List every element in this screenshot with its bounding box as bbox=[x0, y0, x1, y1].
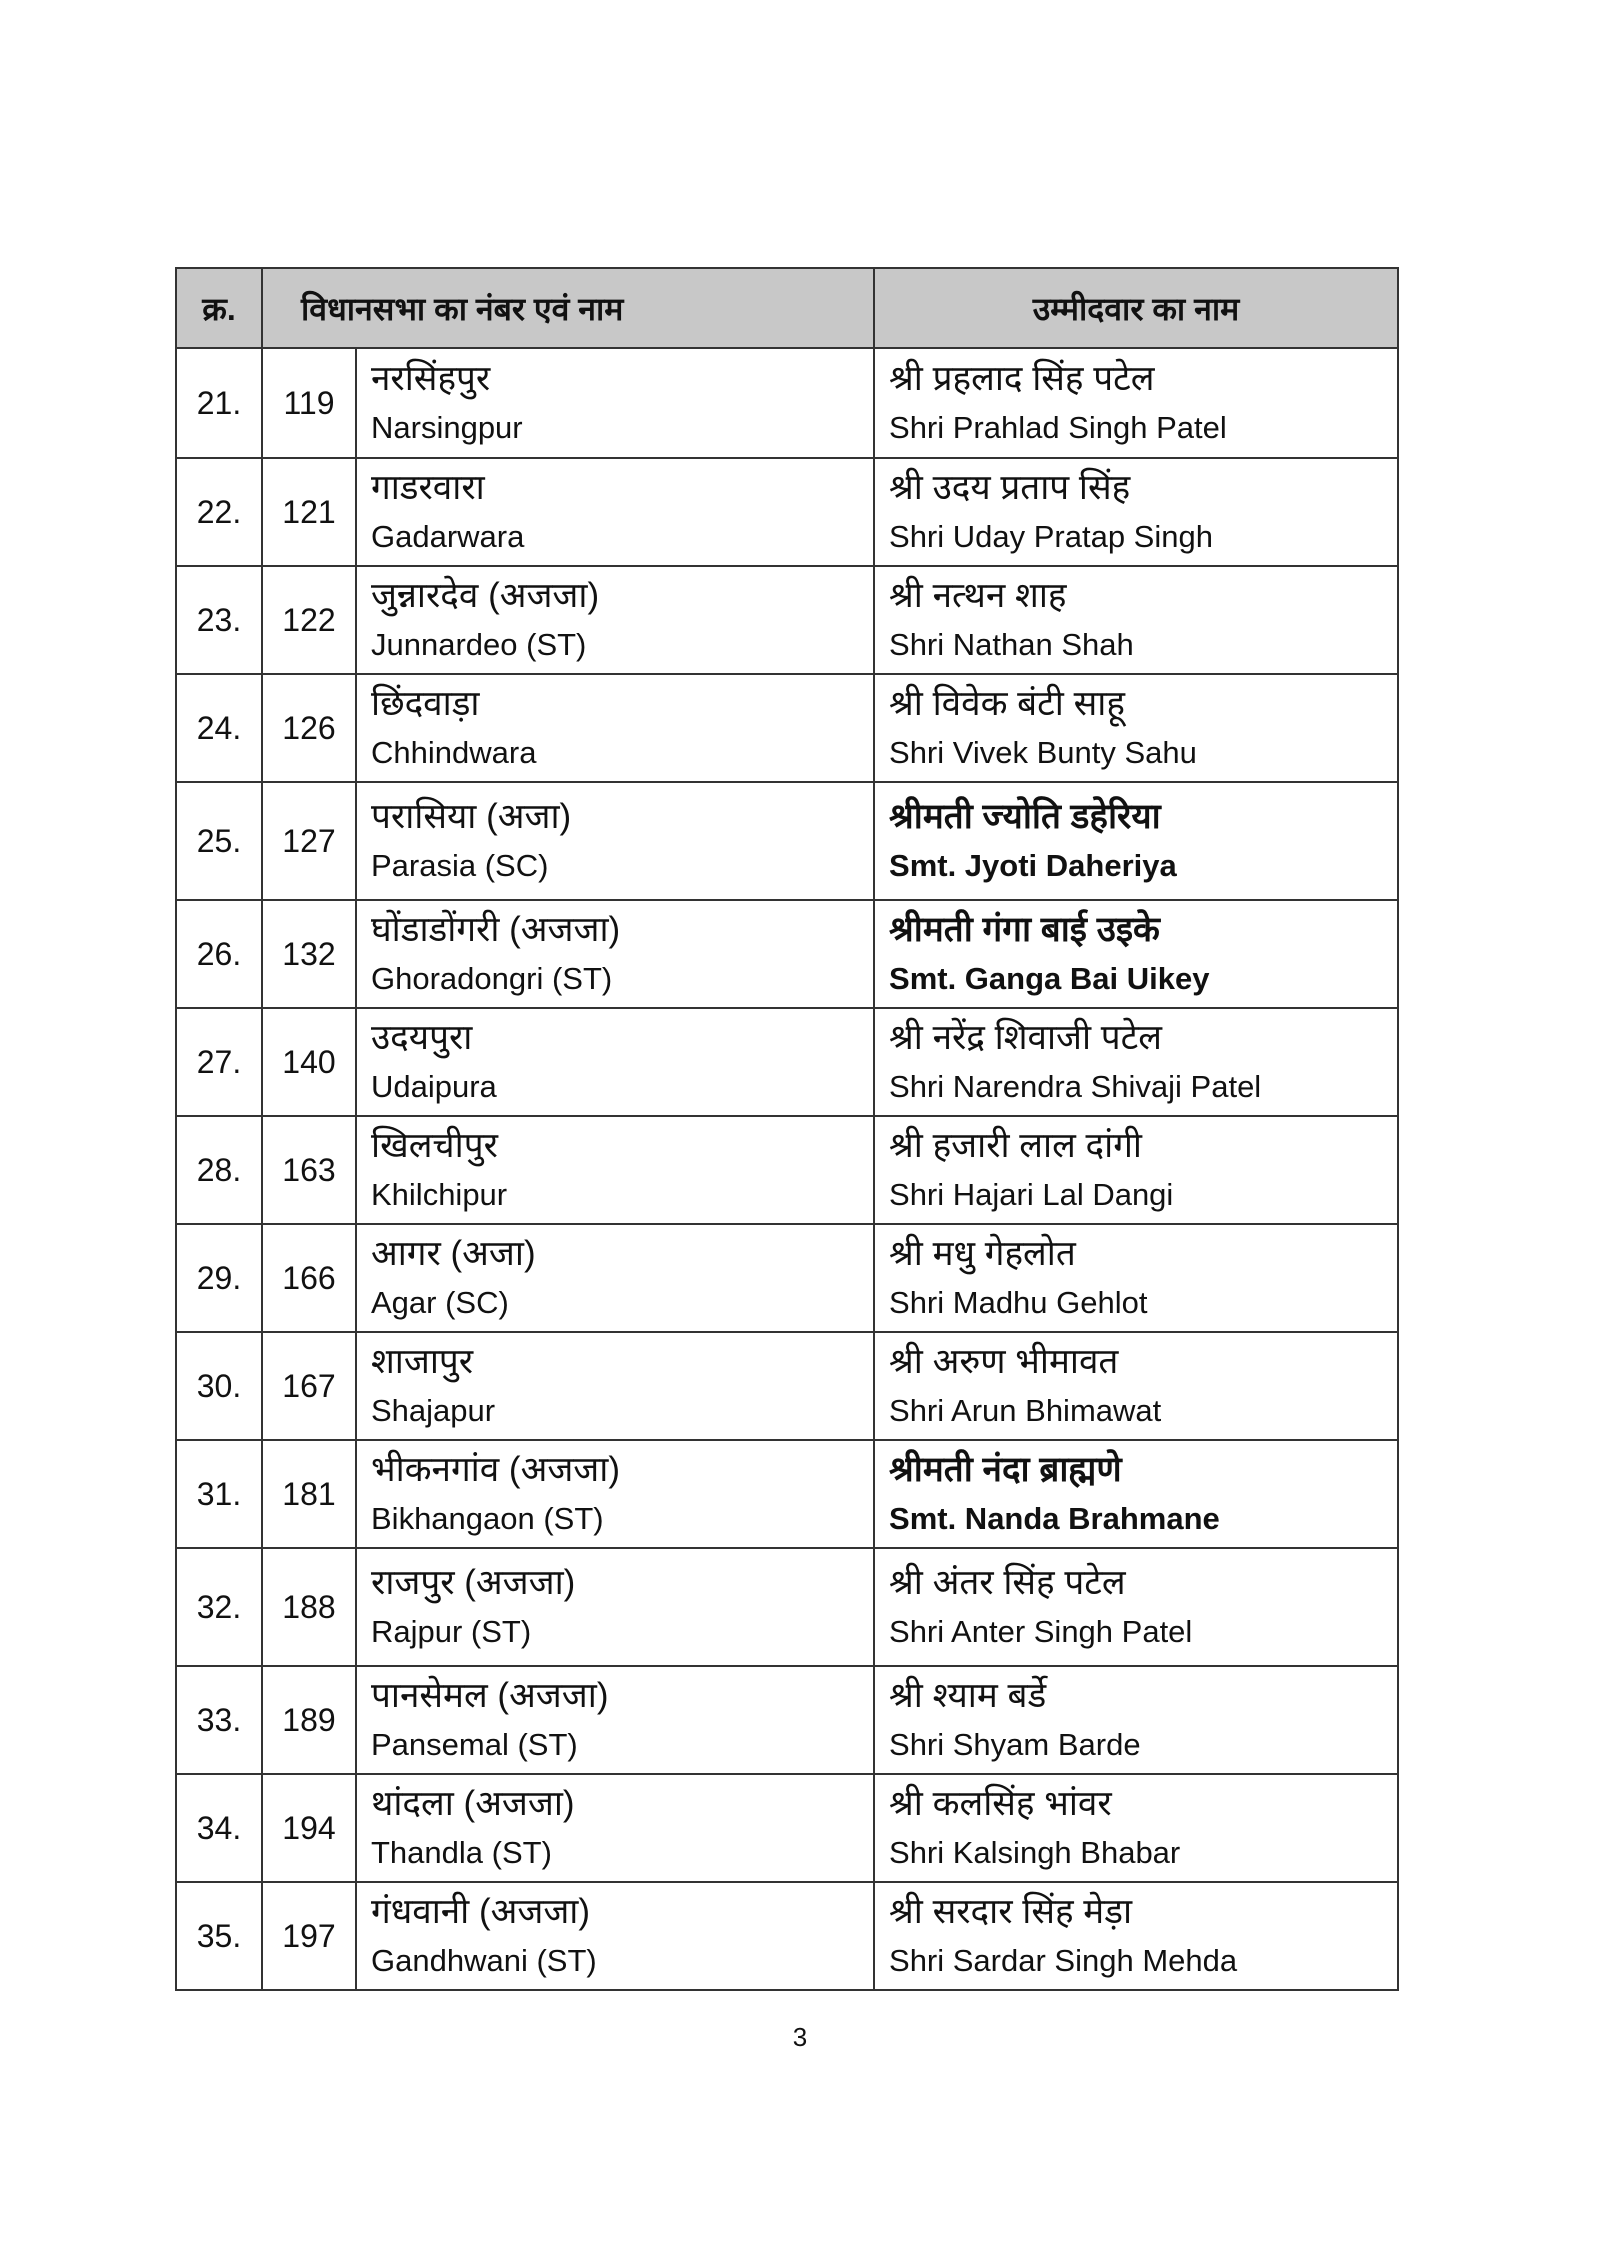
constituency-name-hindi: घोंडाडोंगरी (अजजा) bbox=[371, 910, 621, 949]
table-row bbox=[176, 1882, 1398, 1990]
table-header-row bbox=[176, 268, 1398, 348]
candidate-name-english: Smt. Ganga Bai Uikey bbox=[889, 961, 1210, 996]
candidate-name-english: Shri Nathan Shah bbox=[889, 627, 1134, 662]
constituency-name-cell bbox=[356, 1008, 874, 1116]
candidate-name-cell bbox=[874, 782, 1398, 900]
candidate-name-english: Shri Madhu Gehlot bbox=[889, 1285, 1148, 1320]
constituency-name-english: Thandla (ST) bbox=[371, 1835, 552, 1870]
candidate-name-english: Shri Shyam Barde bbox=[889, 1727, 1141, 1762]
candidate-name-cell bbox=[874, 1666, 1398, 1774]
candidate-name-cell bbox=[874, 1116, 1398, 1224]
constituency-name-cell bbox=[356, 1774, 874, 1882]
constituency-number-cell: 140 bbox=[262, 1008, 356, 1116]
constituency-name-cell bbox=[356, 348, 874, 458]
candidate-name-cell bbox=[874, 1774, 1398, 1882]
table-row bbox=[176, 1224, 1398, 1332]
candidate-name-english: Shri Uday Pratap Singh bbox=[889, 519, 1213, 554]
constituency-name-cell bbox=[356, 1548, 874, 1666]
constituency-name-cell bbox=[356, 674, 874, 782]
candidate-name-english: Shri Arun Bhimawat bbox=[889, 1393, 1162, 1428]
serial-cell: 34. bbox=[176, 1774, 262, 1882]
constituency-name-hindi: थांदला (अजजा) bbox=[371, 1784, 575, 1823]
serial-cell: 28. bbox=[176, 1116, 262, 1224]
serial-cell: 32. bbox=[176, 1548, 262, 1666]
candidate-name-cell bbox=[874, 1440, 1398, 1548]
candidate-name-cell bbox=[874, 348, 1398, 458]
table-row bbox=[176, 1440, 1398, 1548]
serial-cell: 29. bbox=[176, 1224, 262, 1332]
table-body bbox=[176, 348, 1398, 1990]
candidate-table bbox=[175, 267, 1399, 1991]
constituency-name-hindi: राजपुर (अजजा) bbox=[371, 1563, 576, 1602]
constituency-name-cell bbox=[356, 1116, 874, 1224]
constituency-name-english: Rajpur (ST) bbox=[371, 1614, 532, 1649]
constituency-name-hindi: खिलचीपुर bbox=[371, 1126, 498, 1165]
constituency-name-english: Ghoradongri (ST) bbox=[371, 961, 613, 996]
table-row bbox=[176, 1116, 1398, 1224]
constituency-name-hindi: गंधवानी (अजजा) bbox=[371, 1892, 591, 1931]
constituency-name-english: Parasia (SC) bbox=[371, 848, 549, 883]
candidate-name-english: Shri Hajari Lal Dangi bbox=[889, 1177, 1174, 1212]
candidate-name-english: Shri Sardar Singh Mehda bbox=[889, 1943, 1238, 1978]
candidate-name-cell bbox=[874, 1224, 1398, 1332]
candidate-name-hindi: श्री अंतर सिंह पटेल bbox=[889, 1563, 1126, 1602]
constituency-name-english: Narsingpur bbox=[371, 410, 523, 445]
serial-cell: 27. bbox=[176, 1008, 262, 1116]
table-row bbox=[176, 348, 1398, 458]
candidate-name-english: Shri Prahlad Singh Patel bbox=[889, 410, 1227, 445]
table-row bbox=[176, 1008, 1398, 1116]
header-serial: क्र. bbox=[176, 268, 262, 348]
candidate-name-hindi: श्री विवेक बंटी साहू bbox=[889, 684, 1125, 723]
constituency-name-hindi: गाडरवारा bbox=[371, 468, 485, 507]
constituency-name-cell bbox=[356, 566, 874, 674]
candidate-name-hindi: श्री श्याम बर्डे bbox=[889, 1676, 1047, 1715]
constituency-number-cell: 181 bbox=[262, 1440, 356, 1548]
table-row bbox=[176, 1548, 1398, 1666]
constituency-name-english: Gandhwani (ST) bbox=[371, 1943, 597, 1978]
constituency-number-cell: 121 bbox=[262, 458, 356, 566]
header-constituency: विधानसभा का नंबर एवं नाम bbox=[262, 268, 874, 348]
constituency-name-english: Agar (SC) bbox=[371, 1285, 509, 1320]
constituency-name-hindi: पानसेमल (अजजा) bbox=[371, 1676, 609, 1715]
constituency-number-cell: 127 bbox=[262, 782, 356, 900]
candidate-name-hindi: श्री अरुण भीमावत bbox=[889, 1342, 1119, 1381]
constituency-name-english: Chhindwara bbox=[371, 735, 537, 770]
candidate-name-english: Shri Narendra Shivaji Patel bbox=[889, 1069, 1262, 1104]
table-row bbox=[176, 566, 1398, 674]
serial-cell: 24. bbox=[176, 674, 262, 782]
constituency-name-cell bbox=[356, 1332, 874, 1440]
candidate-name-hindi: श्री नत्थन शाह bbox=[889, 576, 1067, 615]
constituency-name-cell bbox=[356, 458, 874, 566]
constituency-name-cell bbox=[356, 1224, 874, 1332]
constituency-name-cell bbox=[356, 1882, 874, 1990]
table-row bbox=[176, 674, 1398, 782]
constituency-name-english: Udaipura bbox=[371, 1069, 497, 1104]
constituency-number-cell: 189 bbox=[262, 1666, 356, 1774]
constituency-number-cell: 188 bbox=[262, 1548, 356, 1666]
table-row bbox=[176, 900, 1398, 1008]
serial-cell: 26. bbox=[176, 900, 262, 1008]
constituency-number-cell: 197 bbox=[262, 1882, 356, 1990]
table-row bbox=[176, 458, 1398, 566]
constituency-name-hindi: छिंदवाड़ा bbox=[371, 684, 480, 723]
constituency-name-hindi: शाजापुर bbox=[371, 1342, 474, 1381]
constituency-name-hindi: जुन्नारदेव (अजजा) bbox=[371, 576, 600, 615]
constituency-name-cell bbox=[356, 1666, 874, 1774]
serial-cell: 22. bbox=[176, 458, 262, 566]
constituency-name-hindi: नरसिंहपुर bbox=[371, 359, 491, 398]
constituency-name-hindi: भीकनगांव (अजजा) bbox=[371, 1450, 620, 1489]
serial-cell: 23. bbox=[176, 566, 262, 674]
constituency-name-hindi: परासिया (अजा) bbox=[371, 797, 572, 836]
candidate-name-english: Smt. Nanda Brahmane bbox=[889, 1501, 1220, 1536]
serial-cell: 30. bbox=[176, 1332, 262, 1440]
constituency-number-cell: 163 bbox=[262, 1116, 356, 1224]
constituency-name-cell bbox=[356, 782, 874, 900]
serial-cell: 31. bbox=[176, 1440, 262, 1548]
candidate-name-cell bbox=[874, 674, 1398, 782]
candidate-name-cell bbox=[874, 1548, 1398, 1666]
constituency-number-cell: 132 bbox=[262, 900, 356, 1008]
candidate-name-hindi: श्रीमती नंदा ब्राह्मणे bbox=[889, 1450, 1122, 1489]
constituency-name-english: Khilchipur bbox=[371, 1177, 508, 1212]
candidate-name-cell bbox=[874, 1332, 1398, 1440]
constituency-number-cell: 167 bbox=[262, 1332, 356, 1440]
candidate-name-hindi: श्री हजारी लाल दांगी bbox=[889, 1126, 1142, 1165]
constituency-name-hindi: आगर (अजा) bbox=[371, 1234, 536, 1273]
constituency-name-english: Gadarwara bbox=[371, 519, 525, 554]
constituency-number-cell: 122 bbox=[262, 566, 356, 674]
candidate-name-hindi: श्री उदय प्रताप सिंह bbox=[889, 468, 1131, 507]
candidate-name-cell bbox=[874, 458, 1398, 566]
serial-cell: 25. bbox=[176, 782, 262, 900]
candidate-name-hindi: श्रीमती गंगा बाई उइके bbox=[889, 910, 1160, 949]
candidate-name-hindi: श्री प्रहलाद सिंह पटेल bbox=[889, 359, 1155, 398]
candidate-name-cell bbox=[874, 900, 1398, 1008]
serial-cell: 35. bbox=[176, 1882, 262, 1990]
candidate-name-english: Smt. Jyoti Daheriya bbox=[889, 848, 1177, 883]
constituency-name-hindi: उदयपुरा bbox=[371, 1018, 473, 1057]
constituency-number-cell: 119 bbox=[262, 348, 356, 458]
candidate-name-cell bbox=[874, 566, 1398, 674]
constituency-name-cell bbox=[356, 900, 874, 1008]
table-row bbox=[176, 782, 1398, 900]
constituency-name-english: Junnardeo (ST) bbox=[371, 627, 587, 662]
table-row bbox=[176, 1666, 1398, 1774]
constituency-number-cell: 166 bbox=[262, 1224, 356, 1332]
constituency-name-cell bbox=[356, 1440, 874, 1548]
candidate-name-english: Shri Kalsingh Bhabar bbox=[889, 1835, 1181, 1870]
constituency-name-english: Shajapur bbox=[371, 1393, 496, 1428]
candidate-name-hindi: श्रीमती ज्योति डहेरिया bbox=[889, 797, 1161, 836]
constituency-number-cell: 194 bbox=[262, 1774, 356, 1882]
table-row bbox=[176, 1774, 1398, 1882]
candidate-name-hindi: श्री कलसिंह भांवर bbox=[889, 1784, 1112, 1823]
candidate-name-cell bbox=[874, 1882, 1398, 1990]
candidate-name-hindi: श्री नरेंद्र शिवाजी पटेल bbox=[889, 1018, 1163, 1057]
constituency-number-cell: 126 bbox=[262, 674, 356, 782]
header-candidate: उम्मीदवार का नाम bbox=[874, 268, 1398, 348]
constituency-name-english: Pansemal (ST) bbox=[371, 1727, 578, 1762]
candidate-name-hindi: श्री मधु गेहलोत bbox=[889, 1234, 1076, 1273]
candidate-name-english: Shri Vivek Bunty Sahu bbox=[889, 735, 1197, 770]
serial-cell: 33. bbox=[176, 1666, 262, 1774]
table-row bbox=[176, 1332, 1398, 1440]
candidate-name-cell bbox=[874, 1008, 1398, 1116]
candidate-name-english: Shri Anter Singh Patel bbox=[889, 1614, 1193, 1649]
serial-cell: 21. bbox=[176, 348, 262, 458]
constituency-name-english: Bikhangaon (ST) bbox=[371, 1501, 604, 1536]
page-number: 3 bbox=[792, 2022, 808, 2052]
candidate-name-hindi: श्री सरदार सिंह मेड़ा bbox=[889, 1892, 1133, 1931]
